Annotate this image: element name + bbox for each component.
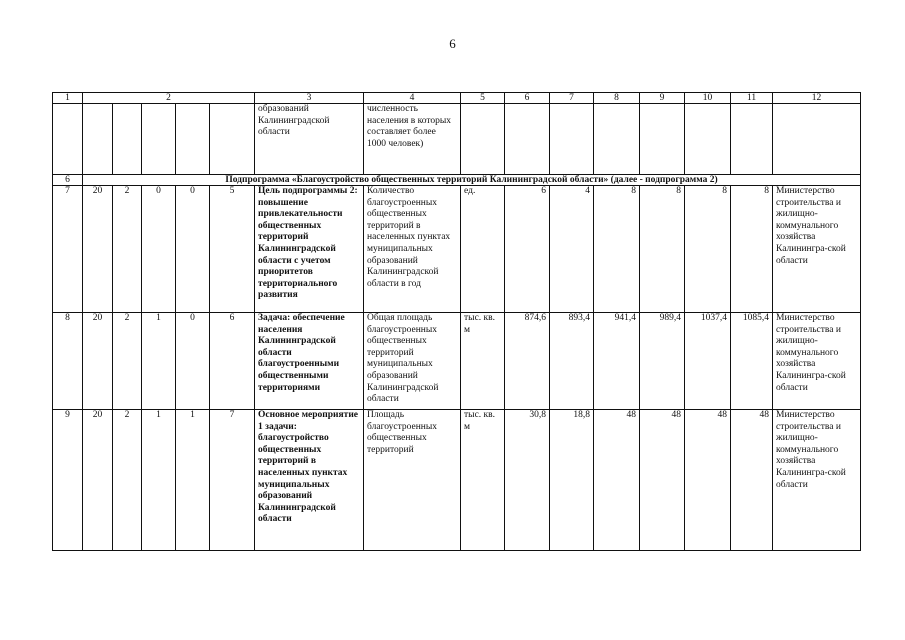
- code-cell: 0: [176, 313, 210, 410]
- header-cell: 9: [640, 93, 685, 104]
- indicator-cell: Общая площадь благоустроенных общественных территорий муниципальных образований Калининградской области: [364, 313, 461, 410]
- code-cell: [113, 104, 142, 175]
- goal-cell: образований Калининградской области: [255, 104, 364, 175]
- header-cell: 11: [731, 93, 773, 104]
- code-cell: 0: [176, 186, 210, 313]
- responsible-cell: Министерство строительства и жилищно-коммунального хозяйства Калинингра-ской области: [773, 313, 861, 410]
- page-number: 6: [449, 36, 456, 51]
- header-cell: 6: [505, 93, 550, 104]
- header-cell: 7: [550, 93, 594, 104]
- value-cell: 48: [685, 410, 731, 551]
- goal-cell: Задача: обеспечение населения Калининградской области благоустроенными общественными территориями: [255, 313, 364, 410]
- table-row: [53, 186, 861, 313]
- code-cell: [142, 104, 176, 175]
- table-row: [53, 410, 861, 551]
- value-cell: [505, 104, 550, 175]
- value-cell: 874,6: [505, 313, 550, 410]
- indicator-cell: численность населения в которых составляет более 1000 человек): [364, 104, 461, 175]
- goal-cell: Основное мероприятие 1 задачи: благоустройство общественных территорий в населенных пунктах муниципальных образований Калининградской области: [255, 410, 364, 551]
- value-cell: 989,4: [640, 313, 685, 410]
- value-cell: [594, 104, 640, 175]
- header-cell: 12: [773, 93, 861, 104]
- code-cell: 1: [142, 313, 176, 410]
- subprogram-title: Подпрограмма «Благоустройство общественных территорий Калининградской области» (далее - подпрограмма 2): [83, 175, 861, 186]
- value-cell: 30,8: [505, 410, 550, 551]
- header-cell: 3: [255, 93, 364, 104]
- header-cell: 1: [53, 93, 83, 104]
- row-number: 7: [53, 186, 83, 313]
- table-row: [53, 175, 861, 186]
- value-cell: 941,4: [594, 313, 640, 410]
- header-cell: 8: [594, 93, 640, 104]
- row-number: 6: [53, 175, 83, 186]
- table-row: [53, 313, 861, 410]
- code-cell: [210, 104, 255, 175]
- value-cell: [640, 104, 685, 175]
- row-number: 9: [53, 410, 83, 551]
- value-cell: [550, 104, 594, 175]
- value-cell: 18,8: [550, 410, 594, 551]
- code-cell: 20: [83, 313, 113, 410]
- table-header-row: [53, 93, 861, 104]
- value-cell: 48: [640, 410, 685, 551]
- code-cell: 6: [210, 313, 255, 410]
- value-cell: 8: [594, 186, 640, 313]
- row-number: [53, 104, 83, 175]
- header-cell: 2: [83, 93, 255, 104]
- code-cell: 2: [113, 410, 142, 551]
- code-cell: 1: [176, 410, 210, 551]
- code-cell: 2: [113, 313, 142, 410]
- value-cell: 48: [731, 410, 773, 551]
- value-cell: 1037,4: [685, 313, 731, 410]
- header-cell: 10: [685, 93, 731, 104]
- responsible-cell: [773, 104, 861, 175]
- responsible-cell: Министерство строительства и жилищно-коммунального хозяйства Калинингра-ской области: [773, 410, 861, 551]
- value-cell: [731, 104, 773, 175]
- unit-cell: ед.: [461, 186, 505, 313]
- value-cell: 1085,4: [731, 313, 773, 410]
- unit-cell: тыс. кв. м: [461, 313, 505, 410]
- value-cell: 893,4: [550, 313, 594, 410]
- value-cell: 4: [550, 186, 594, 313]
- code-cell: 7: [210, 410, 255, 551]
- value-cell: [685, 104, 731, 175]
- header-cell: 5: [461, 93, 505, 104]
- table-row: [53, 104, 861, 175]
- code-cell: 2: [113, 186, 142, 313]
- header-cell: 4: [364, 93, 461, 104]
- indicator-cell: Количество благоустроенных общественных территорий в населенных пунктах муниципальных образований Калининградской области в год: [364, 186, 461, 313]
- value-cell: 8: [731, 186, 773, 313]
- row-number: 8: [53, 313, 83, 410]
- unit-cell: тыс. кв. м: [461, 410, 505, 551]
- indicators-table: [52, 92, 861, 551]
- code-cell: [176, 104, 210, 175]
- value-cell: 8: [640, 186, 685, 313]
- value-cell: 8: [685, 186, 731, 313]
- code-cell: 0: [142, 186, 176, 313]
- code-cell: 5: [210, 186, 255, 313]
- responsible-cell: Министерство строительства и жилищно-коммунального хозяйства Калинингра-ской области: [773, 186, 861, 313]
- code-cell: [83, 104, 113, 175]
- value-cell: 6: [505, 186, 550, 313]
- unit-cell: [461, 104, 505, 175]
- code-cell: 1: [142, 410, 176, 551]
- indicator-cell: Площадь благоустроенных общественных территорий: [364, 410, 461, 551]
- goal-cell: Цель подпрограммы 2: повышение привлекательности общественных территорий Калининградской области с учетом приоритетов территориального развития: [255, 186, 364, 313]
- code-cell: 20: [83, 186, 113, 313]
- value-cell: 48: [594, 410, 640, 551]
- code-cell: 20: [83, 410, 113, 551]
